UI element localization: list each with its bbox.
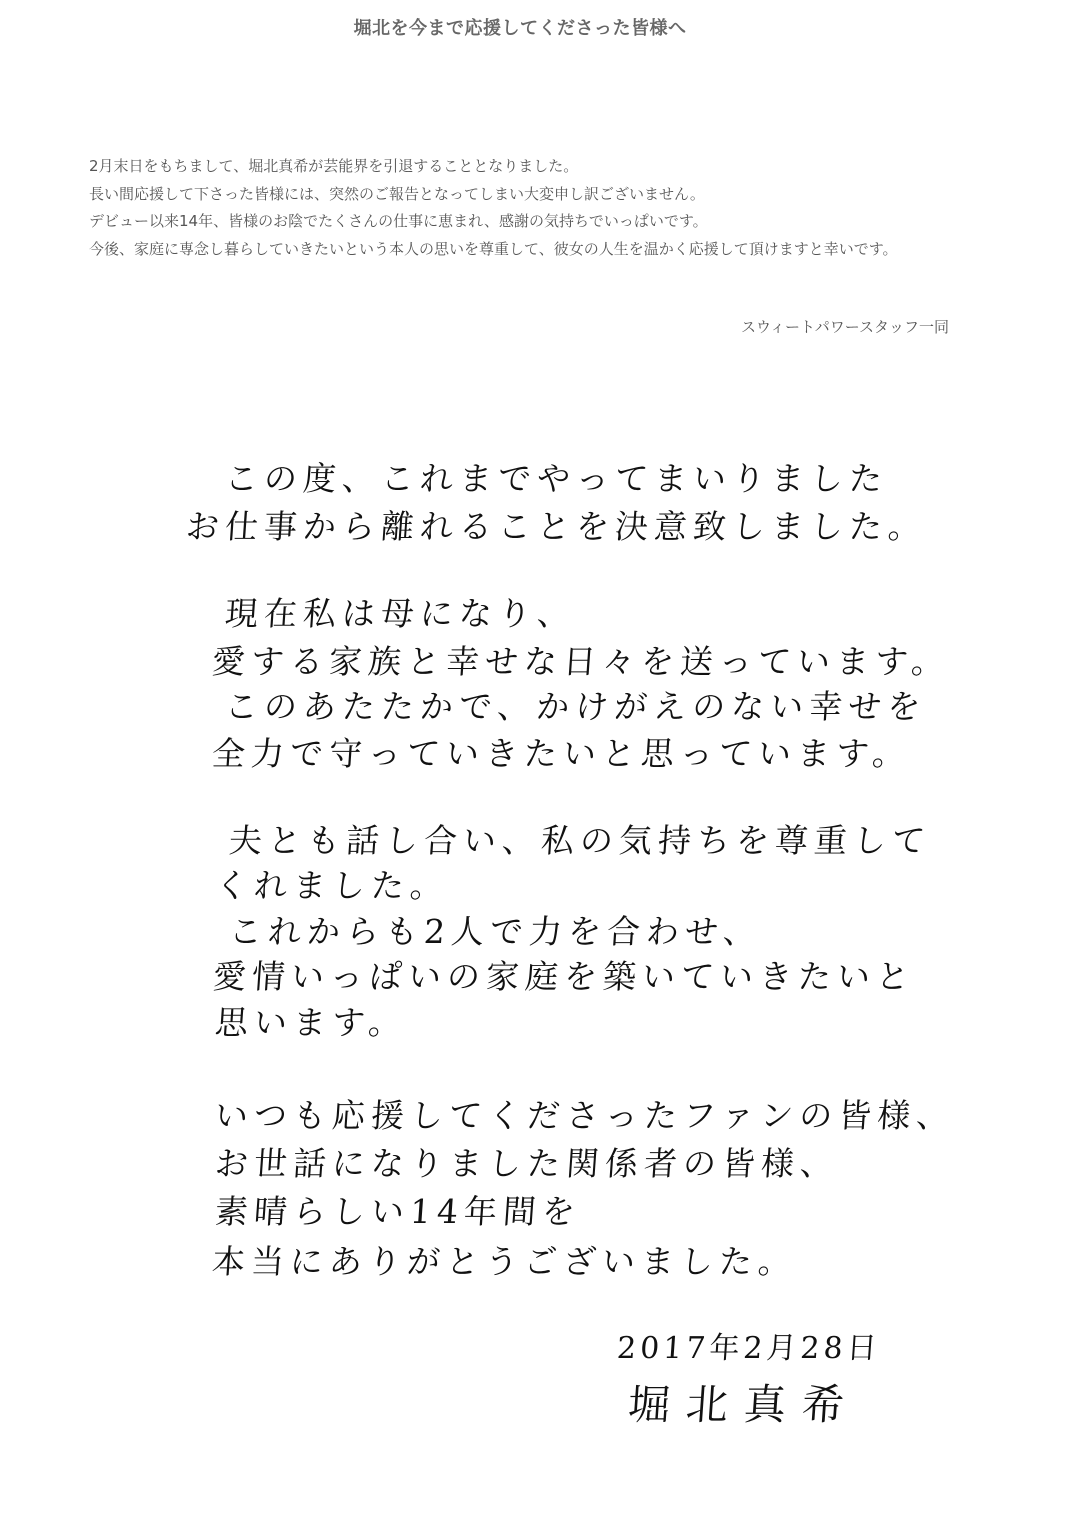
letter-line: 思います。: [213, 1003, 409, 1042]
letter-line: 本当にありがとうございました。: [210, 1242, 799, 1281]
letter-date: 2017年2月28日: [615, 1331, 882, 1366]
notice-paragraph: デビュー以来14年、皆様のお陰でたくさんの仕事に恵まれ、感謝の気持ちでいっぱいです。: [89, 212, 708, 230]
letter-line: お仕事から離れることを決意致しました。: [184, 507, 929, 546]
letter-line: この度、これまでやってまいりました: [223, 459, 890, 498]
letter-line: くれました。: [213, 866, 451, 905]
letter-line: お世話になりました関係者の皆様、: [213, 1144, 841, 1183]
letter-line: 素晴らしい14年間を: [213, 1192, 583, 1231]
letter-line: これからも2人で力を合わせ、: [227, 912, 764, 951]
letter-line: いつも応援してくださったファンの皆様、: [213, 1096, 957, 1135]
letter-line: 全力で守っていきたいと思っています。: [210, 734, 913, 773]
staff-signature: スウィートパワースタッフ一同: [740, 318, 949, 336]
letter-line: このあたたかで、かけがえのない幸せを: [223, 687, 928, 726]
notice-paragraph: 2月末日をもちまして、堀北真希が芸能界を引退することとなりました。: [89, 157, 579, 175]
letter-line: 夫とも話し合い、私の気持ちを尊重して: [227, 821, 933, 860]
page-title: 堀北を今まで応援してくださった皆様へ: [353, 18, 687, 39]
notice-paragraph: 長い間応援して下さった皆様には、突然のご報告となってしまい大変申し訳ございません。: [89, 184, 705, 203]
letter-line: 現在私は母になり、: [223, 594, 578, 633]
letter-line: 愛情いっぱいの家庭を築いていきたいと: [211, 957, 917, 996]
letter-line: 愛する家族と幸せな日々を送っています。: [210, 642, 952, 681]
letter-signature: 堀北真希: [626, 1380, 862, 1429]
notice-paragraph: 今後、家庭に専念し暮らしていきたいという本人の思いを尊重して、彼女の人生を温かく応援して頂けますと幸いです。: [89, 239, 898, 258]
